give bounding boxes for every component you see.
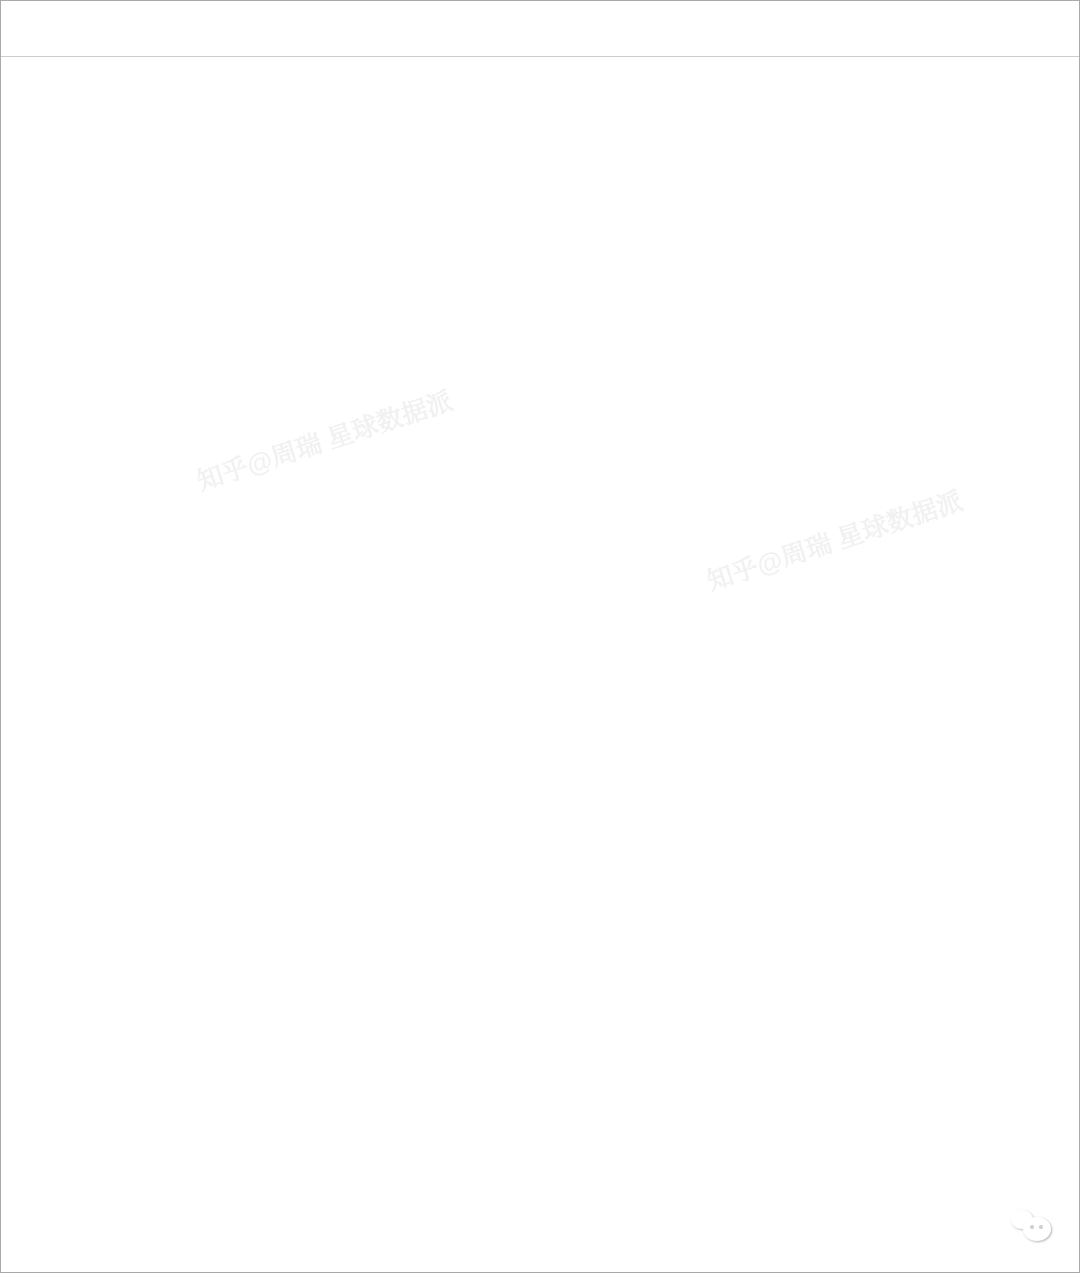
- watermark-right: 知乎@周瑞 星球数据派: [703, 485, 967, 597]
- science-ranking-table: [1, 56, 541, 1273]
- watermark-left: 知乎@周瑞 星球数据派: [193, 385, 457, 497]
- title-line2: [1, 8, 1080, 11]
- page-title: [1, 1, 1080, 57]
- liberal-arts-ranking-table: [541, 56, 1080, 1273]
- title-line1: [1, 1, 1080, 8]
